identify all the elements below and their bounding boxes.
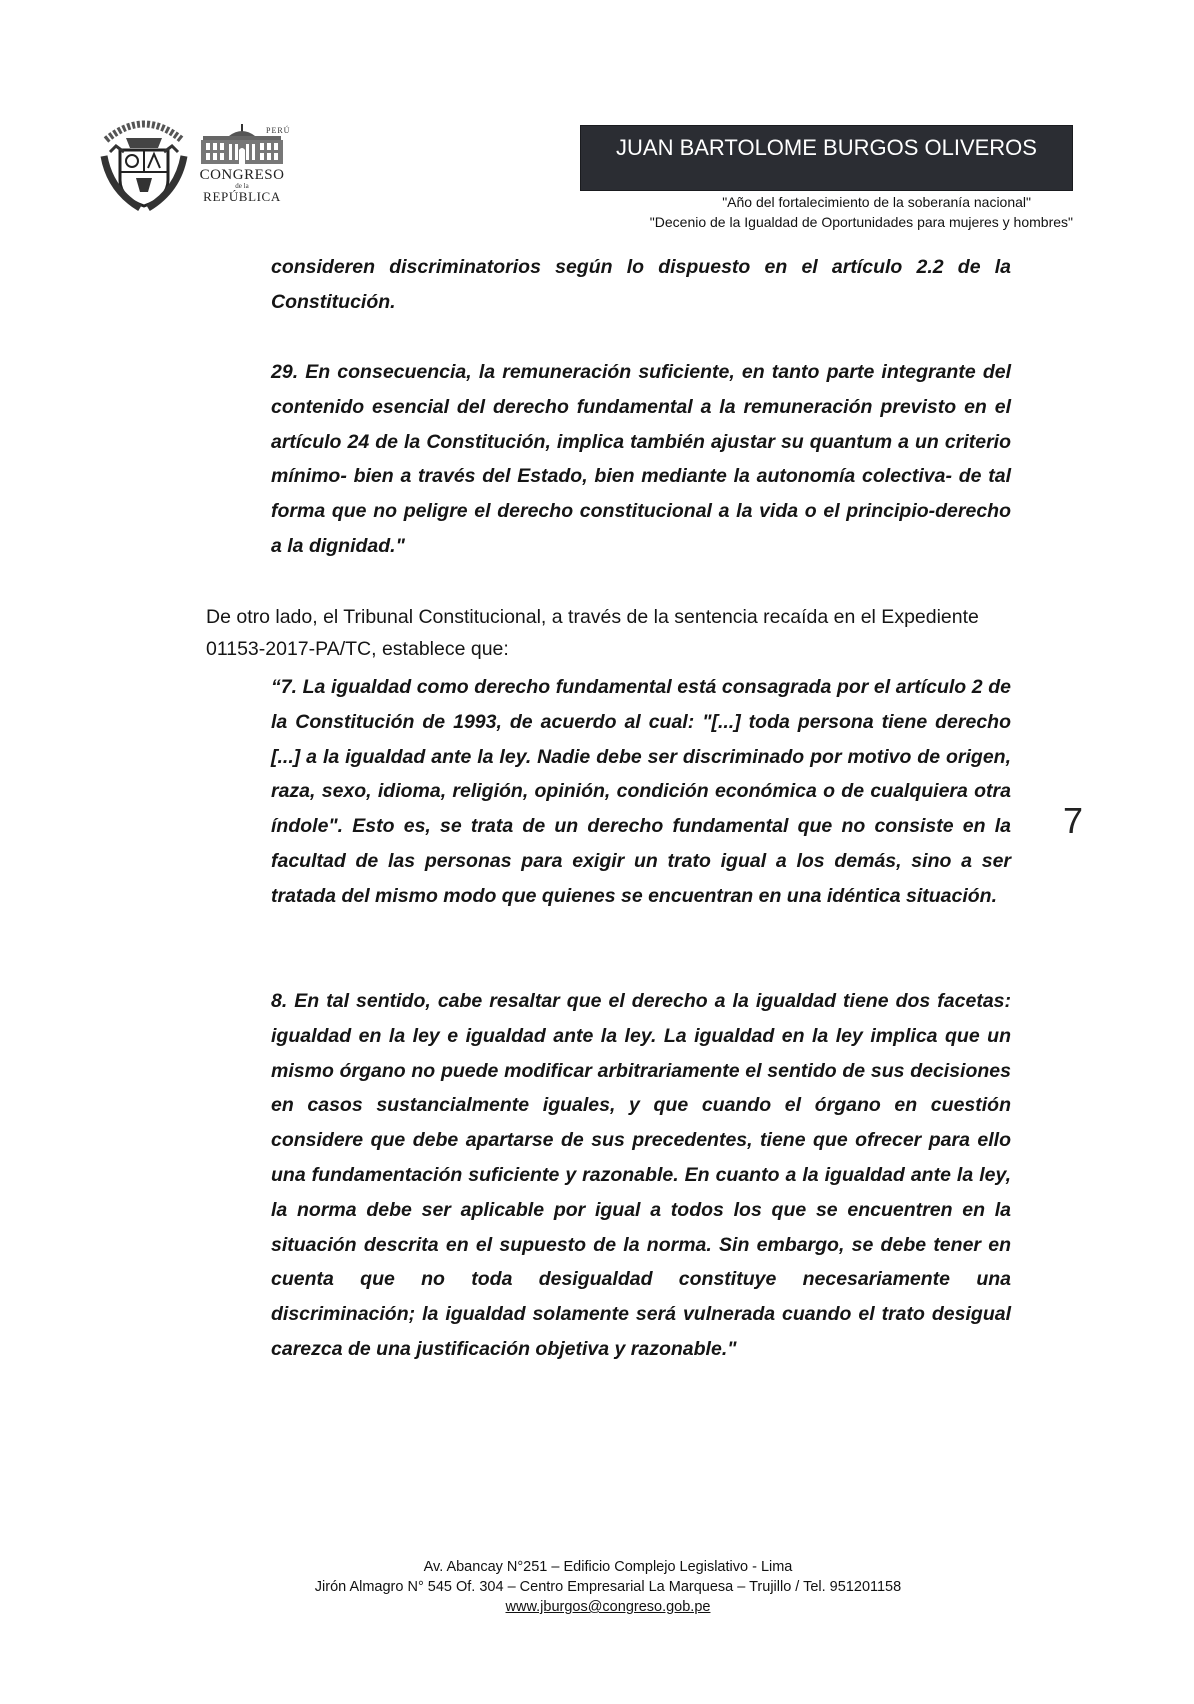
footer-address-lima: Av. Abancay N°251 – Edificio Complejo Legislativo - Lima	[423, 1559, 793, 1575]
quote-paragraph-29	[271, 355, 1011, 564]
decade-motto: "Decenio de la Igualdad de Oportunidades para mujeres y hombres"	[649, 214, 1073, 230]
footer	[208, 1557, 1008, 1617]
footer-address-trujillo: Jirón Almagro N° 545 Of. 304 – Centro Empresarial La Marquesa – Trujillo / Tel. 951201158	[314, 1579, 902, 1595]
quote-continuation	[271, 250, 1011, 320]
intro-paragraph	[206, 601, 1011, 665]
paragraph-7-text: “7. La igualdad como derecho fundamental está consagrada por el artículo 2 de la Constitución de 1993, de acuerdo al cual: "[...] toda persona tiene derecho [...] a la igualdad ante la ley. Nadie debe ser discriminado por motivo de origen, raza, sexo, idioma, religión, opinión, condición económica o de cualquiera otra índole". Esto es, se trata de un derecho fundamental que no consiste en la facultad de las personas para exigir un trato igual a los demás, sino a ser tratada del mismo modo que quienes se encuentran en una idéntica situación.	[271, 676, 1011, 907]
paragraph-8-text: 8. En tal sentido, cabe resaltar que el derecho a la igualdad tiene dos facetas: igualdad en la ley e igualdad ante la ley. La igualdad en la ley implica que un mismo órgano no puede modificar arbitrariamente el sentido de sus decisiones en casos sustancialmente iguales, y que cuando el órgano en cuestión considere que debe apartarse de sus precedentes, tiene que ofrecer para ello una fundamentación suficiente y razonable. En cuanto a la igualdad ante la ley, la norma debe ser aplicable por igual a todos los que se encuentren en la situación descrita en el supuesto de la norma. Sin embargo, se debe tener en cuenta que no toda desigualdad constituye necesariamente una discriminación; la igualdad solamente será vulnerada cuando el trato desigual carezca de una justificación objetiva y razonable."	[271, 990, 1011, 1360]
peru-coat-of-arms-logo	[96, 110, 192, 214]
page-number: 7	[1063, 800, 1084, 841]
quote-paragraph-7	[271, 670, 1011, 914]
congressman-name-banner: JUAN BARTOLOME BURGOS OLIVEROS	[580, 125, 1073, 191]
quote-continuation-text: consideren discriminatorios según lo dispuesto en el artículo 2.2 de la Constitución.	[271, 256, 1011, 313]
congreso-logo-republica: REPÚBLICA	[203, 189, 281, 204]
congreso-logo-dela: de la	[235, 182, 249, 190]
year-motto: "Año del fortalecimiento de la soberanía nacional"	[722, 194, 1031, 210]
footer-email-link[interactable]: www.jburgos@congreso.gob.pe	[505, 1599, 711, 1615]
congreso-logo-name: CONGRESO	[199, 167, 285, 183]
logo-peru-label: PERÚ	[266, 126, 291, 135]
quote-paragraph-8	[271, 984, 1011, 1367]
congreso-logo	[192, 122, 292, 212]
intro-text: De otro lado, el Tribunal Constitucional, a través de la sentencia recaída en el Expediente 01153-2017-PA/TC, establece que:	[206, 606, 979, 660]
paragraph-29-text: 29. En consecuencia, la remuneración suficiente, en tanto parte integrante del contenido esencial del derecho fundamental a la remuneración previsto en el artículo 24 de la Constitución, implica también ajustar su quantum a un criterio mínimo- bien a través del Estado, bien mediante la autonomía colectiva- de tal forma que no peligre el derecho constitucional a la vida o el principio-derecho a la dignidad."	[271, 361, 1011, 557]
